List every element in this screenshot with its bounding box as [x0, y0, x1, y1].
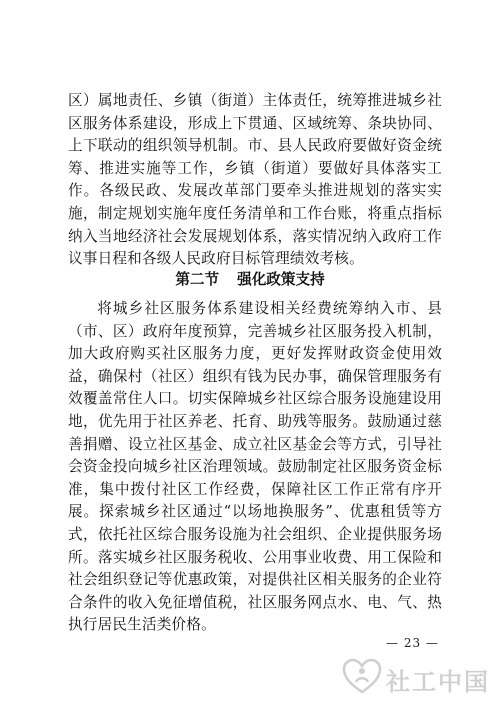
watermark — [342, 656, 492, 698]
section-heading — [0, 270, 500, 290]
body-paragraph-2: 将城乡社区服务体系建设相关经费统筹纳入市、县（市、区）政府年度预算，完善城乡社区服务投入机制，加大政府购买社区服务力度，更好发挥财政资金使用效益，确保村（社区）组织有钱为民办事，确保管理服务有效覆盖常住人口。切实保障城乡社区综合服务设施建设用地，优先用于社区养老、托育、助残等服务。鼓励通过慈善捐赠、设立社区基金、成立社区基金会等方式，引导社会资金投向城乡社区治理领域。鼓励制定社区服务资金标准，集中拨付社区工作经费，保障社区工作正常有序开展。探索城乡社区通过“以场地换服务”、优惠租赁等方式，依托社区综合服务设施为社会组织、企业提供服务场所。落实城乡社区服务税收、公用事业收费、用工保险和社会组织登记等优惠政策，对提供社区相关服务的企业符合条件的收入免征增值税，社区服务网点水、电、气、热执行居民生活类价格。 — [68, 300, 442, 634]
page-number: — 23 — — [386, 636, 439, 650]
heart-figure-logo-icon — [342, 658, 382, 696]
section-title: 强化政策支持 — [237, 271, 325, 288]
section-number: 第二节 — [175, 271, 220, 288]
watermark-text: 社工中国 — [386, 668, 490, 696]
body-paragraph-1: 区）属地责任、乡镇（街道）主体责任，统筹推进城乡社区服务体系建设，形成上下贯通、区域统筹、条块协同、上下联动的组织领导机制。市、县人民政府要做好资金统筹、推进实施等工作，乡镇（街道）要做好具体落实工作。各级民政、发展改革部门要牵头推进规划的落实实施，制定规划实施年度任务清单和工作台账，将重点指标纳入当地经济社会发展规划体系，落实情况纳入政府工作议事日程和各级人民政府目标管理绩效考核。 — [68, 92, 442, 268]
